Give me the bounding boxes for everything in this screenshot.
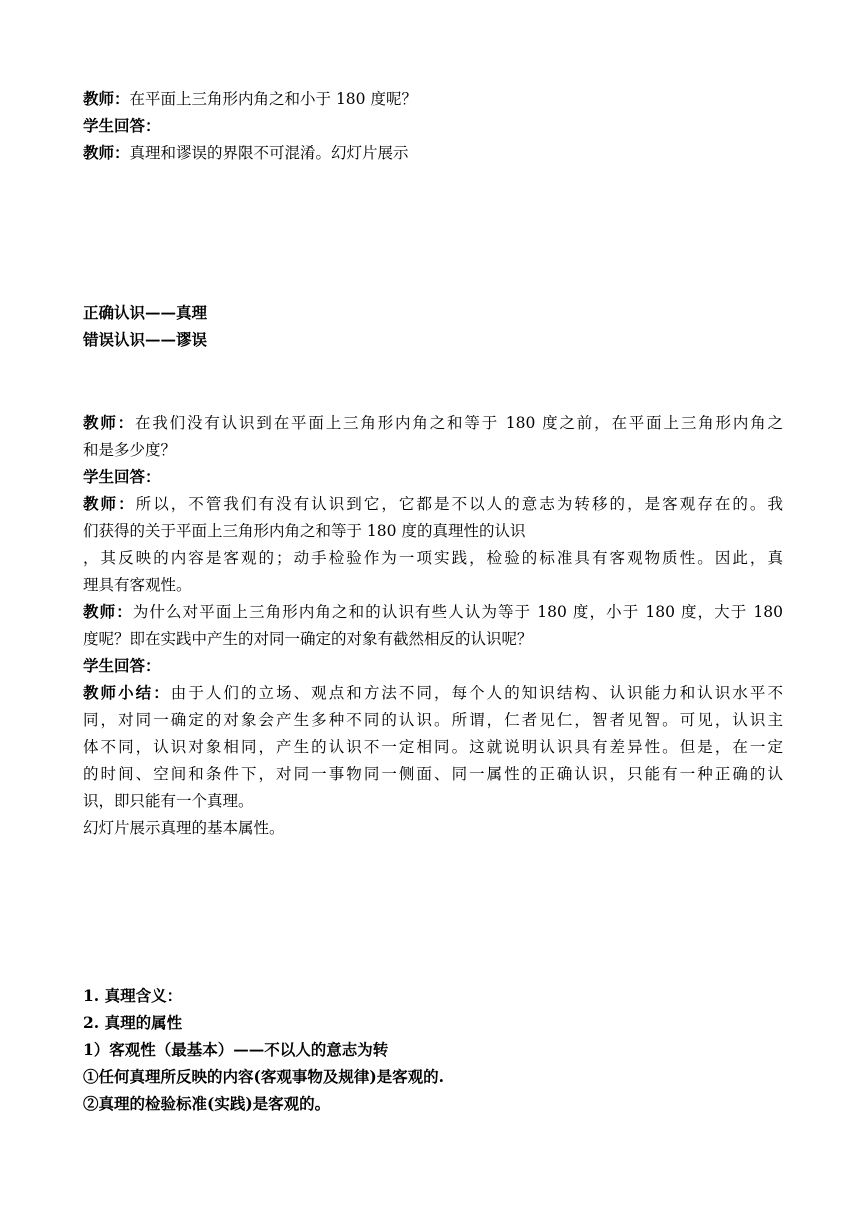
summary-line: 体不同，认识对象相同，产生的认识不一定相同。这就说明认识具有差异性。但是，在一定 bbox=[83, 738, 783, 756]
speaker-label: 教师： bbox=[83, 494, 136, 513]
outline-item: ②真理的检验标准(实践)是客观的。 bbox=[83, 1094, 331, 1113]
student-answer-label: 学生回答： bbox=[83, 467, 161, 486]
dialogue-text: 在平面上三角形内角之和小于 180 度呢？ bbox=[129, 90, 417, 108]
outline-item: 1. 真理含义： bbox=[83, 986, 183, 1005]
dialogue-line: 理具有客观性。 bbox=[83, 576, 192, 594]
dialogue-line bbox=[83, 410, 783, 436]
dialogue-line: ，其反映的内容是客观的；动手检验作为一项实践，检验的标准具有客观物质性。因此，真 bbox=[83, 549, 783, 567]
summary-text: 由于人们的立场、观点和方法不同，每个人的知识结构、认识能力和认识水平不 bbox=[170, 684, 783, 702]
slide-line-truth: 正确认识——真理 bbox=[83, 303, 208, 322]
dialogue-line bbox=[83, 113, 783, 139]
summary-line bbox=[83, 680, 783, 706]
summary-line: 同，对同一确定的对象会产生多种不同的认识。所谓，仁者见仁，智者见智。可见，认识主 bbox=[83, 711, 783, 729]
speaker-label: 教师小结： bbox=[83, 683, 171, 702]
student-answer-label: 学生回答： bbox=[83, 656, 161, 675]
slide-note: 幻灯片展示真理的基本属性。 bbox=[83, 819, 285, 837]
dialogue-line bbox=[83, 599, 783, 625]
speaker-label: 教师： bbox=[83, 602, 133, 621]
dialogue-text: 所以，不管我们有没有认识到它，它都是不以人的意志为转移的，是客观存在的。我 bbox=[135, 495, 783, 513]
speaker-label: 教师： bbox=[83, 143, 130, 162]
summary-line: 的时间、空间和条件下，对同一事物同一侧面、同一属性的正确认识，只能有一种正确的认 bbox=[83, 765, 783, 783]
dialogue-line: 度呢？即在实践中产生的对同一确定的对象有截然相反的认识呢？ bbox=[83, 630, 533, 648]
speaker-label: 教师： bbox=[83, 413, 136, 432]
slide-line-error: 错误认识——谬误 bbox=[83, 330, 208, 349]
dialogue-text: 真理和谬误的界限不可混淆。幻灯片展示 bbox=[129, 144, 409, 162]
summary-line: 识，即只能有一个真理。 bbox=[83, 792, 254, 810]
speaker-label: 学生回答： bbox=[83, 116, 161, 135]
outline-item: 1）客观性（最基本）——不以人的意志为转 bbox=[83, 1040, 389, 1059]
outline-item: 2. 真理的属性 bbox=[83, 1013, 183, 1032]
dialogue-line bbox=[83, 86, 783, 112]
dialogue-line: 们获得的关于平面上三角形内角之和等于 180 度的真理性的认识 bbox=[83, 522, 526, 540]
dialogue-line: 和是多少度？ bbox=[83, 441, 177, 459]
dialogue-text: 在我们没有认识到在平面上三角形内角之和等于 180 度之前，在平面上三角形内角之 bbox=[135, 414, 783, 432]
dialogue-line bbox=[83, 491, 783, 517]
dialogue-line bbox=[83, 140, 783, 166]
speaker-label: 教师： bbox=[83, 89, 130, 108]
outline-item: ①任何真理所反映的内容(客观事物及规律)是客观的. bbox=[83, 1067, 445, 1086]
dialogue-text: 为什么对平面上三角形内角之和的认识有些人认为等于 180 度，小于 180 度，大于 180 bbox=[132, 603, 783, 621]
